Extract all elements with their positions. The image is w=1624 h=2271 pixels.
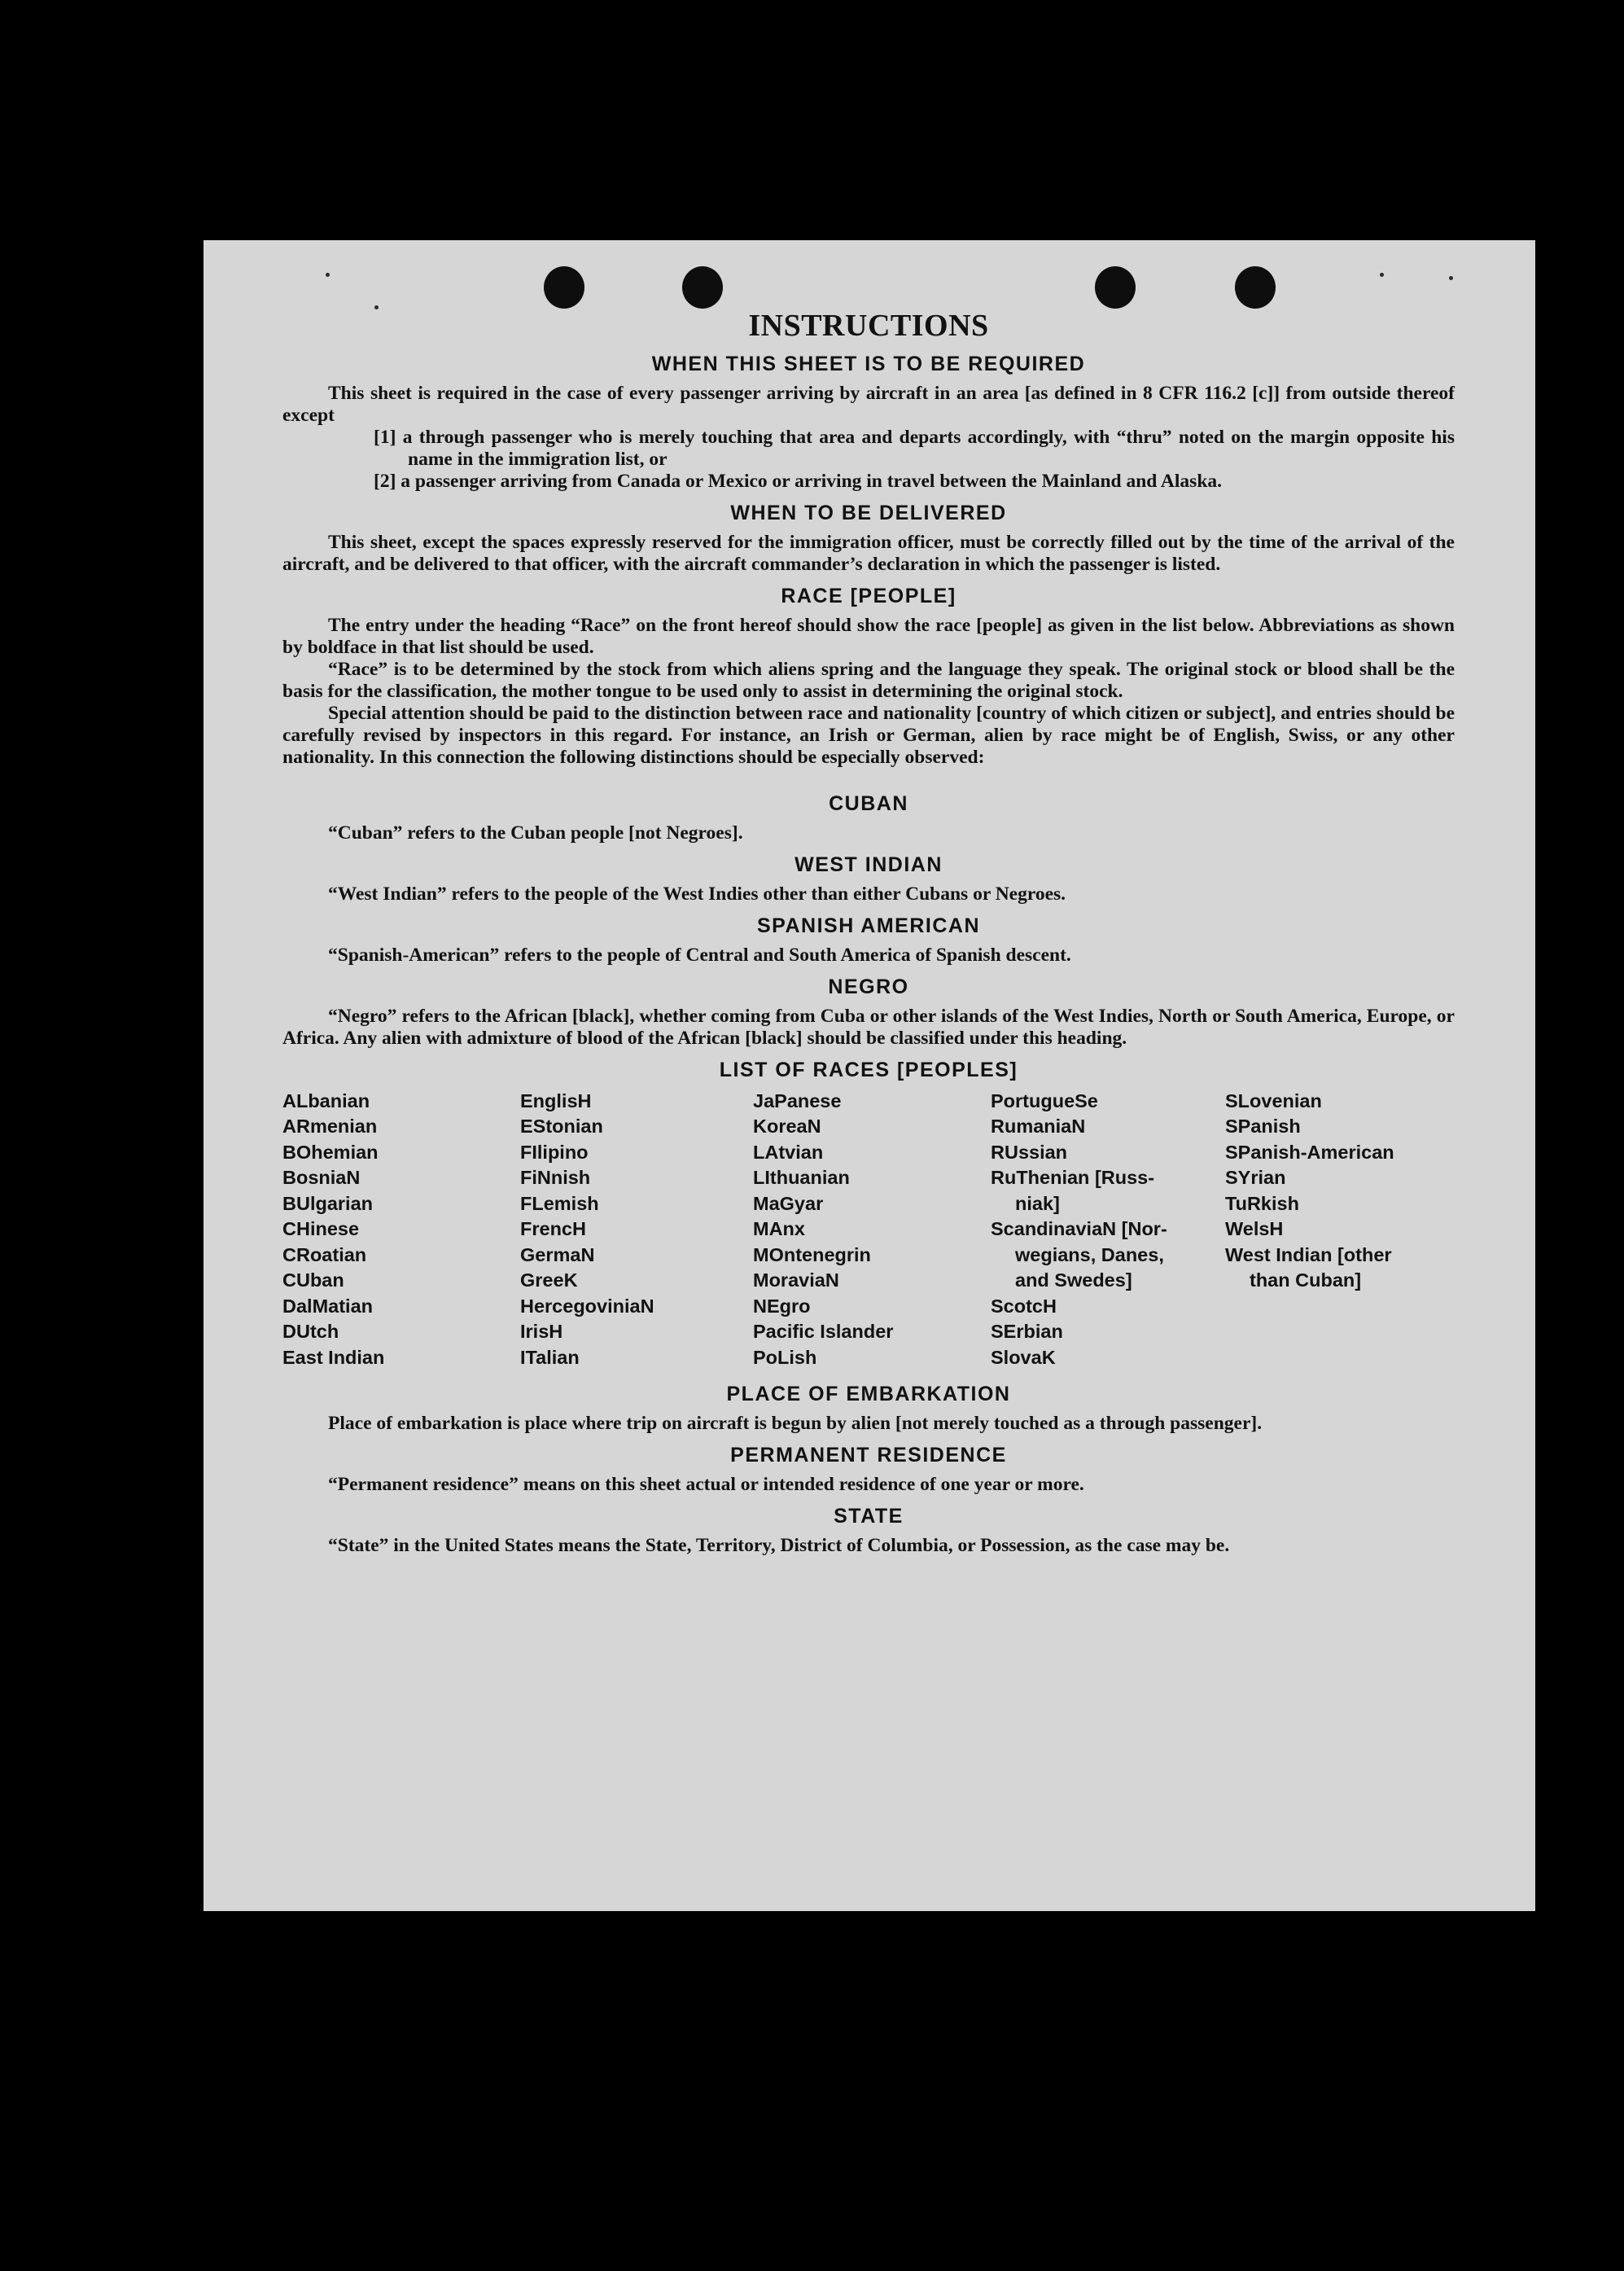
punch-hole [1095, 266, 1136, 309]
paragraph-race-2: “Race” is to be determined by the stock from which aliens spring and the language they speak. The original stock or blood shall be the basis for the classification, the mother tongue to be used only to assist in determining the original stock. [282, 658, 1455, 702]
instructions-text [282, 309, 1455, 1557]
race-entry: SPanish [1225, 1116, 1301, 1138]
race-entry: CUban [282, 1269, 344, 1291]
race-entry: RumaniaN [991, 1116, 1086, 1138]
race-column [753, 1089, 991, 1371]
paragraph-cuban: “Cuban” refers to the Cuban people [not Negroes]. [328, 822, 743, 844]
race-list [282, 1089, 1455, 1371]
list-item-thru-passenger: [1] a through passenger who is merely touching that area and departs accordingly, with “thru” noted on the margin opposite his name in the immigration list, or [374, 426, 1455, 470]
race-entry: ScandinaviaN [Nor- [991, 1218, 1167, 1240]
race-entry: GreeK [520, 1269, 578, 1291]
heading-race: RACE [PEOPLE] [781, 584, 956, 607]
race-entry: EStonian [520, 1116, 603, 1138]
paragraph-state: “State” in the United States means the State, Territory, District of Columbia, or Possession, as the case may be. [328, 1535, 1230, 1557]
race-entry: CHinese [282, 1218, 360, 1240]
race-entry: IrisH [520, 1321, 563, 1343]
punch-hole [682, 266, 723, 309]
race-entry: DalMatian [282, 1295, 373, 1317]
paragraph-negro: “Negro” refers to the African [black], whether coming from Cuba or other islands of the West Indies, North or South America, Europe, or Africa. Any alien with admixture of blood of the African [black] should be classified under this heading. [282, 1005, 1455, 1049]
heading-list-of-races: LIST OF RACES [PEOPLES] [719, 1058, 1018, 1081]
document-page [204, 240, 1535, 1911]
race-entry: ARmenian [282, 1116, 378, 1138]
race-entry: Pacific Islander [753, 1321, 894, 1343]
race-entry-continued: than Cuban] [1250, 1269, 1362, 1291]
speck [1449, 276, 1453, 280]
race-entry: West Indian [other [1225, 1243, 1392, 1265]
speck [326, 273, 330, 277]
race-entry: SErbian [991, 1321, 1063, 1343]
paragraph-required-intro: This sheet is required in the case of every passenger arriving by aircraft in an area [as defined in 8 CFR 116.2 [c]] from outside thereof except [282, 382, 1455, 426]
punch-hole [1235, 266, 1276, 309]
race-entry: MoraviaN [753, 1269, 839, 1291]
paragraph-west-indian: “West Indian” refers to the people of the West Indies other than either Cubans or Negroes. [328, 883, 1066, 905]
heading-spanish-american: SPANISH AMERICAN [756, 914, 980, 937]
paragraph-race-1: The entry under the heading “Race” on the front hereof should show the race [people] as given in the list below. Abbreviations as shown by boldface in that list should be used. [282, 614, 1455, 658]
race-entry: SlovaK [991, 1346, 1056, 1368]
race-entry: MOntenegrin [753, 1243, 871, 1265]
race-column [1225, 1089, 1455, 1371]
race-entry: FLemish [520, 1192, 599, 1214]
paragraph-spanish-american: “Spanish-American” refers to the people of Central and South America of Spanish descent. [328, 944, 1071, 966]
race-entry: FrencH [520, 1218, 586, 1240]
race-column [520, 1089, 753, 1371]
race-entry: ScotcH [991, 1295, 1057, 1317]
race-entry: TuRkish [1225, 1192, 1299, 1214]
race-entry: RUssian [991, 1141, 1068, 1163]
race-entry-continued: and Swedes] [1015, 1269, 1132, 1291]
race-entry: MaGyar [753, 1192, 824, 1214]
race-entry: SYrian [1225, 1167, 1286, 1189]
race-entry: CRoatian [282, 1243, 367, 1265]
race-entry: EnglisH [520, 1089, 592, 1111]
race-entry: GermaN [520, 1243, 595, 1265]
race-entry: MAnx [753, 1218, 805, 1240]
race-entry: PoLish [753, 1346, 817, 1368]
race-entry: ALbanian [282, 1089, 370, 1111]
race-entry: LAtvian [753, 1141, 824, 1163]
heading-when-required: WHEN THIS SHEET IS TO BE REQUIRED [651, 352, 1086, 375]
paragraph-delivered: This sheet, except the spaces expressly reserved for the immigration officer, must be correctly filled out by the time of the arrival of the aircraft, and be delivered to that officer, with the aircraft commander’s declaration in which the passenger is listed. [282, 531, 1455, 575]
race-entry: SLovenian [1225, 1089, 1322, 1111]
paragraph-race-3: Special attention should be paid to the distinction between race and nationality [country of which citizen or subject], and entries should be carefully revised by inspectors in this regard. For instance, an Irish or German, alien by race might be of English, Swiss, or any other nationality. In this connection the following distinctions should be especially observed: [282, 702, 1455, 768]
race-column [991, 1089, 1225, 1371]
race-entry-continued: wegians, Danes, [1015, 1243, 1164, 1265]
document-title: INSTRUCTIONS [748, 309, 989, 343]
heading-permanent-residence: PERMANENT RESIDENCE [730, 1444, 1007, 1467]
race-entry: WelsH [1225, 1218, 1284, 1240]
race-entry: BOhemian [282, 1141, 379, 1163]
race-entry: JaPanese [753, 1089, 842, 1111]
race-entry: LIthuanian [753, 1167, 850, 1189]
race-entry-continued: niak] [1015, 1192, 1060, 1214]
race-entry: KoreaN [753, 1116, 821, 1138]
heading-when-delivered: WHEN TO BE DELIVERED [730, 501, 1007, 524]
race-entry: SPanish-American [1225, 1141, 1394, 1163]
race-entry: East Indian [282, 1346, 385, 1368]
heading-west-indian: WEST INDIAN [794, 853, 943, 876]
speck [1380, 273, 1384, 277]
race-entry: FiNnish [520, 1167, 591, 1189]
paragraph-embarkation: Place of embarkation is place where trip on aircraft is begun by alien [not merely touched as a through passenger]. [328, 1413, 1263, 1435]
heading-state: STATE [834, 1505, 904, 1528]
race-entry: BosniaN [282, 1167, 361, 1189]
list-item-canada-mexico: [2] a passenger arriving from Canada or Mexico or arriving in travel between the Mainland and Alaska. [374, 470, 1223, 492]
race-entry: NEgro [753, 1295, 811, 1317]
race-entry: FIlipino [520, 1141, 589, 1163]
race-entry: ITalian [520, 1346, 580, 1368]
race-column [282, 1089, 520, 1371]
punch-hole [544, 266, 584, 309]
paragraph-residence: “Permanent residence” means on this sheet actual or intended residence of one year or more. [328, 1474, 1084, 1496]
race-entry: RuThenian [Russ- [991, 1167, 1155, 1189]
heading-cuban: CUBAN [829, 791, 908, 815]
race-entry: PortugueSe [991, 1089, 1098, 1111]
race-entry: DUtch [282, 1321, 339, 1343]
race-entry: BUlgarian [282, 1192, 373, 1214]
heading-negro: NEGRO [828, 975, 909, 998]
heading-place-of-embarkation: PLACE OF EMBARKATION [726, 1383, 1011, 1406]
race-entry: HercegoviniaN [520, 1295, 654, 1317]
